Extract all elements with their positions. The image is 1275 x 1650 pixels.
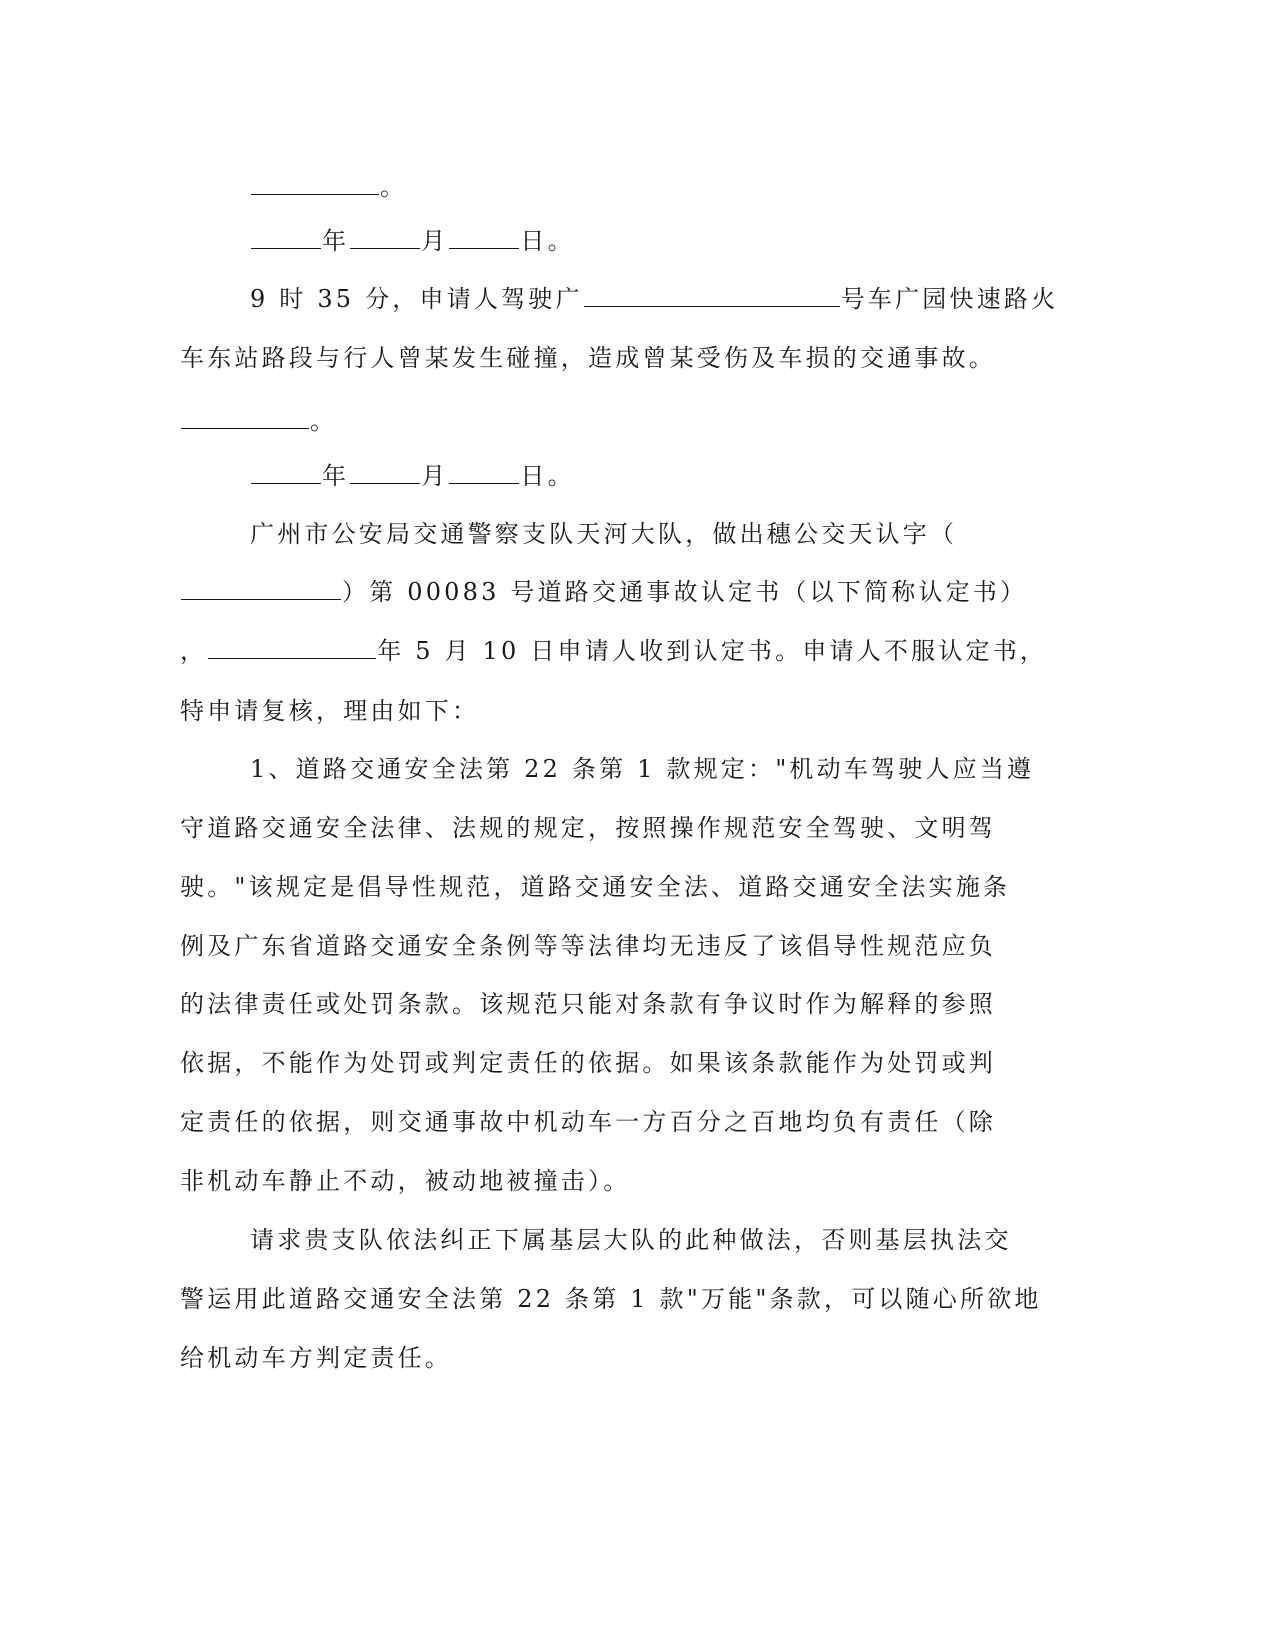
plate-number-blank	[584, 284, 840, 307]
paragraph-line: 给机动车方判定责任。	[180, 1344, 452, 1372]
date-line-1	[250, 226, 1110, 256]
day-blank	[449, 461, 519, 484]
year-blank	[208, 636, 376, 659]
year-blank	[251, 461, 321, 484]
paragraph-line: 车东站路段与行人曾某发生碰撞，造成曾某受伤及车损的交通事故。	[180, 344, 996, 372]
year-label: 年	[322, 462, 350, 490]
year-blank	[251, 226, 321, 249]
paragraph-line: 例及广东省道路交通安全条例等等法律均无违反了该倡导性规范应负	[180, 932, 996, 960]
date-line-2	[250, 461, 1110, 491]
month-blank	[350, 461, 420, 484]
text-fragment: 年 5 月 10 日申请人收到认定书。申请人不服认定书，	[377, 637, 1048, 665]
text-fragment: 。	[310, 407, 338, 435]
paragraph-line: 定责任的依据，则交通事故中机动车一方百分之百地均负有责任（除	[180, 1108, 996, 1136]
day-blank	[449, 226, 519, 249]
month-label: 月	[421, 227, 449, 255]
paragraph-line: 的法律责任或处罚条款。该规范只能对条款有争议时作为解释的参照	[180, 990, 996, 1018]
text-fragment: 。	[380, 173, 408, 201]
month-blank	[350, 226, 420, 249]
text-fragment: 9 时 35 分，申请人驾驶广	[250, 285, 583, 313]
paragraph-line	[180, 636, 1048, 666]
year-label: 年	[322, 227, 350, 255]
month-label: 月	[421, 462, 449, 490]
paragraph-line: 特申请复核，理由如下：	[180, 697, 480, 725]
paragraph-line	[180, 577, 1040, 607]
paragraph-line: 守道路交通安全法律、法规的规定，按照操作规范安全驾驶、文明驾	[180, 814, 996, 842]
paragraph-line: 1、道路交通安全法第 22 条第 1 款规定："机动车驾驶人应当遵	[250, 755, 1035, 783]
case-number-blank	[181, 577, 341, 600]
fill-in-blank	[181, 406, 309, 429]
paragraph-line: 依据，不能作为处罚或判定责任的依据。如果该条款能作为处罚或判	[180, 1049, 996, 1077]
day-label: 日。	[520, 227, 575, 255]
paragraph-line: 驶。"该规定是倡导性规范，道路交通安全法、道路交通安全法实施条	[180, 873, 1011, 901]
paragraph-line	[250, 284, 1110, 314]
text-fragment: ）第 00083 号道路交通事故认定书（以下简称认定书）	[342, 578, 1028, 606]
fill-in-blank	[251, 172, 379, 195]
text-fragment: 号车广园快速路火	[840, 285, 1059, 313]
paragraph-line: 请求贵支队依法纠正下属基层大队的此种做法，否则基层执法交	[250, 1226, 1012, 1254]
paragraph-line: 非机动车静止不动，被动地被撞击）。	[180, 1167, 631, 1195]
blank-line-2	[180, 406, 1040, 436]
blank-line-1	[250, 172, 1110, 202]
text-fragment: ，	[180, 637, 208, 665]
paragraph-line: 广州市公安局交通警察支队天河大队，做出穗公交天认字（	[250, 520, 958, 548]
paragraph-line: 警运用此道路交通安全法第 22 条第 1 款"万能"条款，可以随心所欲地	[180, 1285, 1042, 1313]
day-label: 日。	[520, 462, 575, 490]
